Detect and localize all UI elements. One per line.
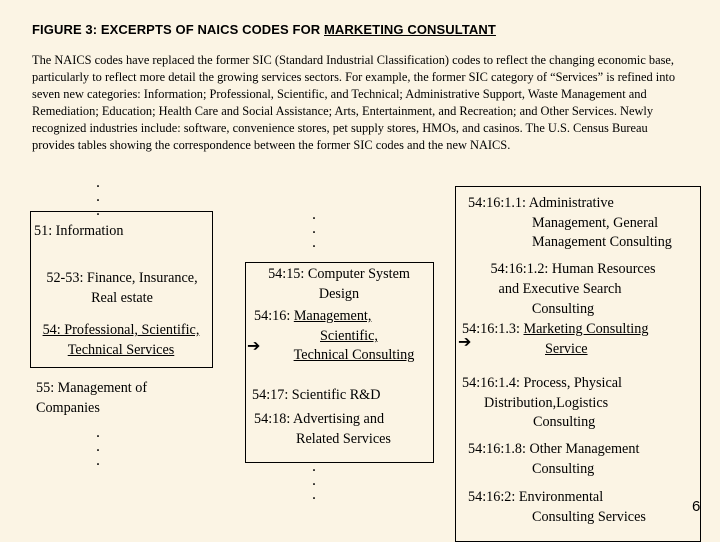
naics-541618-line2: Consulting: [532, 461, 595, 477]
naics-541611-line3: Management Consulting: [532, 234, 672, 250]
naics-541612-line3: Consulting: [531, 301, 595, 317]
ellipsis-dots: . . .: [96, 424, 100, 469]
naics-541613-line1: [462, 319, 648, 339]
naics-5418-line2: Related Services: [296, 431, 391, 447]
naics-541611-line2: Management, General: [532, 215, 659, 231]
naics-52-53-line2: Real estate: [91, 290, 153, 306]
right-arrow-icon: ➔: [247, 338, 261, 355]
naics-54162-line2: Consulting Services: [532, 509, 646, 525]
naics-5416-line2: Scientific,: [320, 328, 378, 344]
naics-541613-line2: Service: [545, 341, 588, 357]
ellipsis-dots: . . .: [312, 458, 316, 503]
naics-541614-line2: Distribution,Logistics: [484, 395, 609, 411]
intro-paragraph: The NAICS codes have replaced the former SIC (Standard Industrial Classification) codes to reflect the changing economic base, particularly to reflect more detail the growing services sectors. For example, the former SIC category of “Services” is refined into seven new categories: Information; Professional, Scientific, and Technical; Administrative Support, Waste Management and Remediation; Education; Health Care and Social Assistance; Arts, Entertainment, and Recreation; and Other Services. Newly recognized industries include: software, convenience stores, pet supply stores, HMOs, and casinos. The U.S. Census Bureau provides tables showing the correspondence between the former SIC codes and the new NAICS.: [32, 53, 676, 152]
figure-title-underlined: MARKETING CONSULTANT: [324, 22, 496, 37]
figure-title: [32, 22, 496, 37]
naics-51-information: 51: Information: [34, 223, 124, 239]
naics-55-line1: 55: Management of: [36, 380, 148, 396]
page-number: 6: [692, 498, 701, 515]
ellipsis-dots: . . .: [312, 206, 316, 251]
naics-5415-line1: 54:15: Computer System: [268, 266, 410, 282]
naics-5416-line1: [254, 306, 371, 326]
naics-5415-line2: Design: [318, 286, 360, 302]
naics-54-line1: 54: Professional, Scientific,: [42, 322, 200, 338]
naics-541614-line1: 54:16:1.4: Process, Physical: [462, 375, 622, 391]
naics-5416-code: 54:16:: [254, 308, 294, 324]
naics-541612-line1: 54:16:1.2: Human Resources: [490, 261, 656, 277]
naics-5417: 54:17: Scientific R&D: [252, 387, 381, 403]
naics-541614-line3: Consulting: [533, 414, 596, 430]
naics-541613-code: 54:16:1.3:: [462, 321, 524, 337]
figure-title-prefix: FIGURE 3: EXCERPTS OF NAICS CODES FOR: [32, 22, 324, 37]
naics-541618-line1: 54:16:1.8: Other Management: [468, 441, 640, 457]
naics-541613-label: Marketing Consulting: [523, 321, 649, 337]
right-arrow-icon: ➔: [458, 334, 472, 351]
naics-52-53-line1: 52-53: Finance, Insurance,: [46, 270, 198, 286]
ellipsis-dots: . . .: [96, 174, 100, 219]
naics-54-line2: Technical Services: [67, 342, 175, 358]
naics-54162-line1: 54:16:2: Environmental: [468, 489, 604, 505]
naics-5418-line1: 54:18: Advertising and: [254, 411, 385, 427]
naics-5416-line3: Technical Consulting: [293, 347, 415, 363]
naics-541612-line2: and Executive Search: [498, 281, 622, 297]
naics-55-line2: Companies: [36, 400, 100, 416]
naics-541611-line1: 54:16:1.1: Administrative: [468, 195, 614, 211]
naics-5416-label: Management,: [293, 308, 372, 324]
